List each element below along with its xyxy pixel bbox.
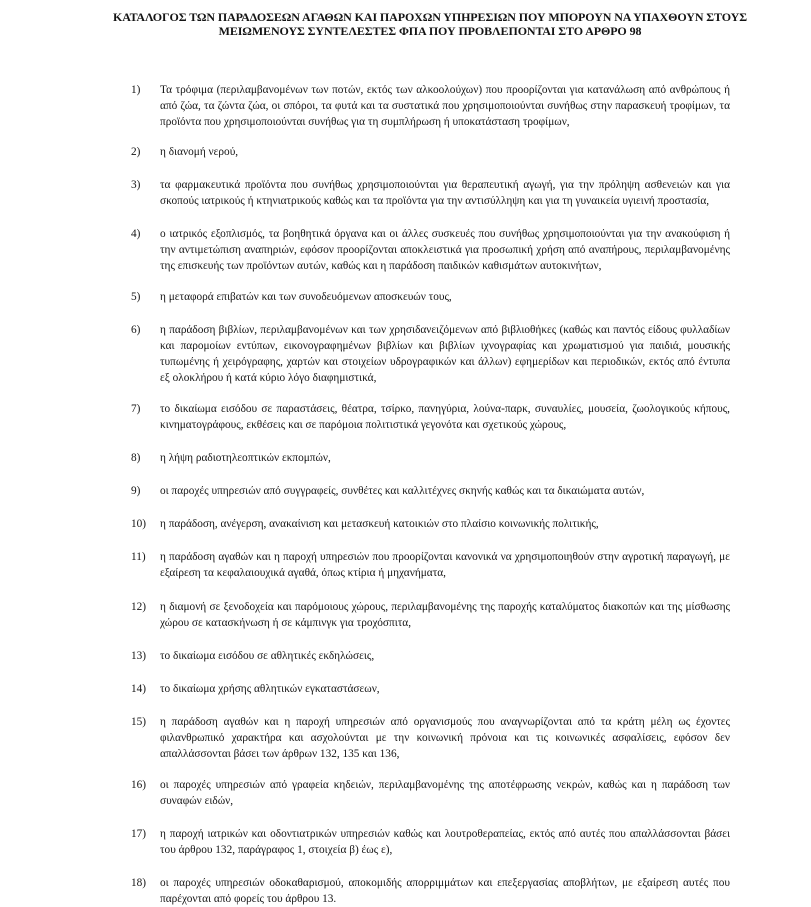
item-number: 4) bbox=[131, 228, 141, 240]
item-text: η παράδοση αγαθών και η παροχή υπηρεσιών από οργανισμούς που αναγνωρίζονται από τα κράτη μέλη ως έχοντες φιλανθρωπικό χαρακτήρα και ασχολούνται με την κοινωνική πρόνοια και τις κοινωνικές ασφαλίσεις, εφόσον δεν απαλλάσσονται βάσει των άρθρων 132, 135 και 136, bbox=[160, 716, 730, 760]
item-text: η παράδοση, ανέγερση, ανακαίνιση και μετασκευή κατοικιών στο πλαίσιο κοινωνικής πολιτικής, bbox=[160, 518, 599, 530]
item-number: 3) bbox=[131, 179, 141, 191]
item-number: 17) bbox=[131, 828, 147, 840]
item-number: 14) bbox=[131, 683, 147, 695]
item-number: 13) bbox=[131, 650, 147, 662]
item-number: 9) bbox=[131, 485, 141, 497]
title-line-1: ΚΑΤΑΛΟΓΟΣ ΤΩΝ ΠΑΡΑΔΟΣΕΩΝ ΑΓΑΘΩΝ ΚΑΙ ΠΑΡΟΧΩΝ ΥΠΗΡΕΣΙΩΝ ΠΟΥ ΜΠΟΡΟΥΝ ΝΑ ΥΠΑΧΘΟΥΝ ΣΤΟΥΣ bbox=[113, 10, 747, 24]
item-number: 11) bbox=[131, 551, 146, 563]
title-line-2: ΜΕΙΩΜΕΝΟΥΣ ΣΥΝΤΕΛΕΣΤΕΣ ΦΠΑ ΠΟΥ ΠΡΟΒΛΕΠΟΝΤΑΙ ΣΤΟ ΑΡΘΡΟ 98 bbox=[218, 24, 642, 38]
item-text: οι παροχές υπηρεσιών από συγγραφείς, συνθέτες και καλλιτέχνες σκηνής καθώς και τα δικαιώματα αυτών, bbox=[160, 485, 645, 497]
item-text: οι παροχές υπηρεσιών οδοκαθαρισμού, αποκομιδής απορριμμάτων και επεξεργασίας αποβλήτων, με εξαίρεση αυτές που παρέχονται από φορείς του άρθρου 13. bbox=[160, 877, 730, 905]
item-text: το δικαίωμα εισόδου σε αθλητικές εκδηλώσεις, bbox=[160, 650, 375, 662]
item-number: 7) bbox=[131, 403, 141, 415]
item-text: Τα τρόφιμα (περιλαμβανομένων των ποτών, εκτός των αλκοολούχων) που προορίζονται για κατανάλωση από ανθρώπους ή από ζώα, τα ζώντα ζώα, οι σπόροι, τα φυτά και τα συστατικά που χρησιμοποιούνται συνήθως στην παρασκευή τροφίμων, τα προϊόντα που χρησιμοποιούνται συνήθως για τη συμπλήρωση ή υποκατάσταση τροφίμων, bbox=[160, 84, 730, 128]
item-number: 16) bbox=[131, 779, 147, 791]
item-number: 8) bbox=[131, 452, 141, 464]
item-number: 12) bbox=[131, 601, 147, 613]
item-text: η μεταφορά επιβατών και των συνοδευόμενων αποσκευών τους, bbox=[160, 291, 452, 303]
document-title bbox=[100, 10, 760, 38]
item-number: 15) bbox=[131, 716, 147, 728]
item-number: 6) bbox=[131, 324, 141, 336]
item-text: η λήψη ραδιοτηλεοπτικών εκπομπών, bbox=[160, 452, 331, 464]
item-text: οι παροχές υπηρεσιών από γραφεία κηδειών, περιλαμβανομένης της αποτέφρωσης νεκρών, καθώς και η παράδοση των συναφών ειδών, bbox=[160, 779, 730, 807]
item-text: η διαμονή σε ξενοδοχεία και παρόμοιους χώρους, περιλαμβανομένης της παροχής καταλύματος διακοπών και της μίσθωσης χώρου σε κατασκήνωση ή σε κάμπινγκ για τροχόσπιτα, bbox=[160, 601, 730, 629]
item-number: 5) bbox=[131, 291, 141, 303]
item-text: η παράδοση αγαθών και η παροχή υπηρεσιών που προορίζονται κανονικά να χρησιμοποιηθούν στην αγροτική παραγωγή, με εξαίρεση τα κεφαλαιουχικά αγαθά, όπως κτίρια ή μηχανήματα, bbox=[160, 551, 730, 579]
item-number: 2) bbox=[131, 146, 141, 158]
item-text: η παράδοση βιβλίων, περιλαμβανομένων και των χρησιδανειζόμενων από βιβλιοθήκες (καθώς και παντός είδους φυλλαδίων και παρομοίων εντύπων, εικονογραφημένων βιβλίων και βιβλίων ιχνογραφίας και χρωματισμού για παιδιά, μουσικής τυπωμένης ή χειρόγραφης, χαρτών και στοιχείων υδρογραφικών και άλλων) εφημερίδων και περιοδικών, εκτός από έντυπα εξ ολοκλήρου ή κατά κύριο λόγο διαφημιστικά, bbox=[160, 324, 730, 384]
item-number: 18) bbox=[131, 877, 147, 889]
item-number: 10) bbox=[131, 518, 147, 530]
item-text: η διανομή νερού, bbox=[160, 146, 239, 158]
item-text: το δικαίωμα χρήσης αθλητικών εγκαταστάσεων, bbox=[160, 683, 380, 695]
item-text: τα φαρμακευτικά προϊόντα που συνήθως χρησιμοποιούνται για θεραπευτική αγωγή, για την πρόληψη ασθενειών και για σκοπούς ιατρικούς ή κτηνιατρικούς καθώς και τα προϊόντα για την αντισύλληψη και για τη γυναικεία υγιεινή προστασία, bbox=[160, 179, 730, 207]
item-number: 1) bbox=[131, 84, 141, 96]
item-text: ο ιατρικός εξοπλισμός, τα βοηθητικά όργανα και οι άλλες συσκευές που συνήθως χρησιμοποιούνται για την ανακούφιση ή την αντιμετώπιση αναπηριών, εφόσον προορίζονται αποκλειστικά για προσωπική χρήση από αναπήρους, περιλαμβανομένης της επισκευής των προϊόντων αυτών, καθώς και η παράδοση παιδικών καθισμάτων αυτοκινήτων, bbox=[160, 228, 730, 272]
item-text: η παροχή ιατρικών και οδοντιατρικών υπηρεσιών καθώς και λουτροθεραπείας, εκτός από αυτές που απαλλάσσονται βάσει του άρθρου 132, παράγραφος 1, στοιχεία β) έως ε), bbox=[160, 828, 730, 856]
item-text: το δικαίωμα εισόδου σε παραστάσεις, θέατρα, τσίρκο, πανηγύρια, λούνα-παρκ, συναυλίες, μουσεία, ζωολογικούς κήπους, κινηματογράφους, εκθέσεις και σε παρόμοια πολιτιστικά γεγονότα και σχετικούς χώρους, bbox=[160, 403, 730, 431]
